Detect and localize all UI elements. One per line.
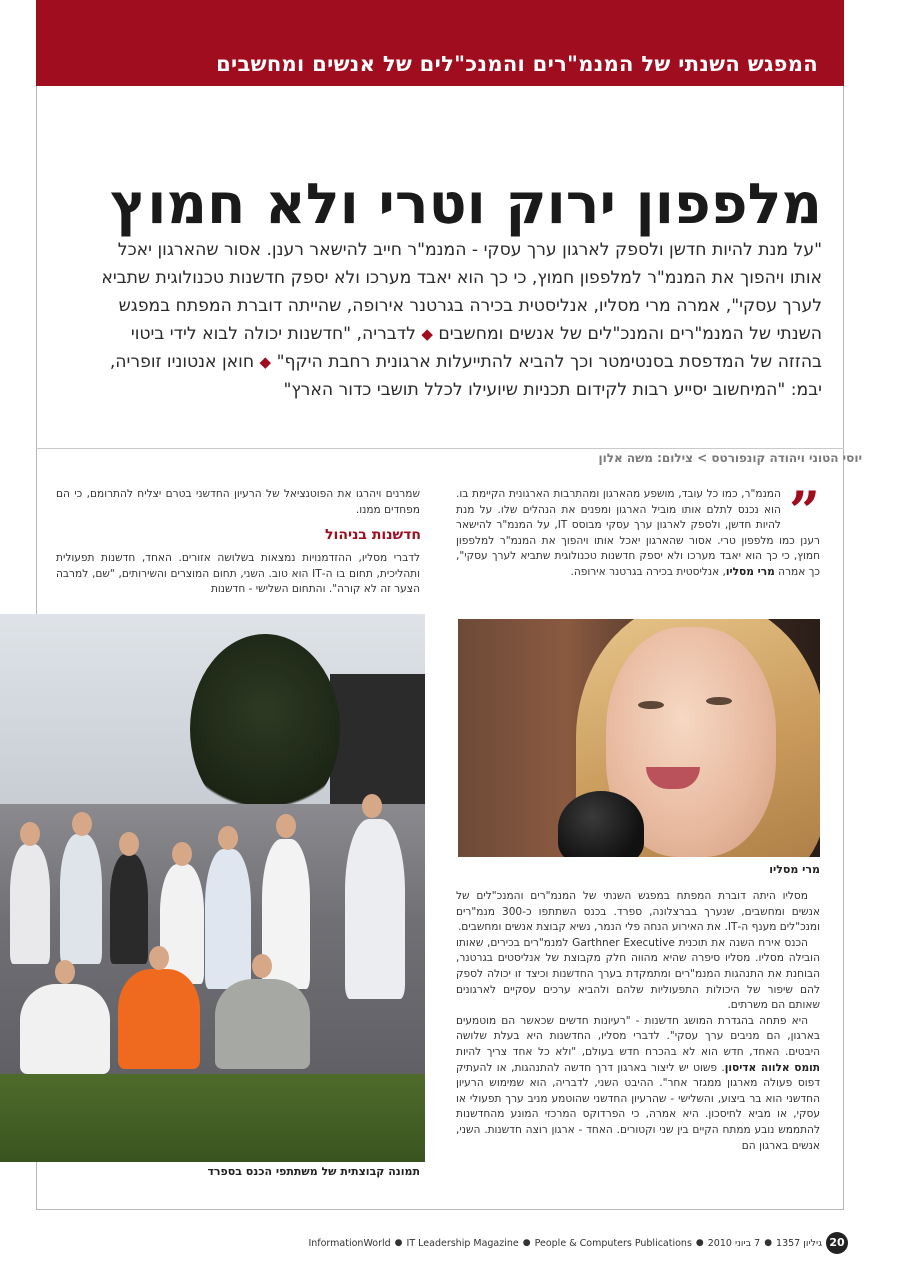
byline: יוסי הטוני ויהודה קונפורטס > צילום: משה אלון <box>598 451 862 465</box>
body-paragraph: הכנס אירח השנה את תוכנית Garthner Executive למנמ"רים בכירים, שאותו הובילה מסליו. מסליו סיפרה שהיא מהווה חלק מקבוצת של אנליסטים בגרטנר, הבוחנת את התנהגות המנמ"רים ומתמקדת בערך החדשנות וכיצד זו יכולה לספק להם שיפור של היכולות התפעוליות שלהם ולהביא ערכים עסקיים לארגונים שאותם הם משרתים. <box>456 936 820 1012</box>
intro-text: המנמ"ר, כמו כל עובד, מושפע מהארגון ומהתרבות הארגונית הקיימת בו. הוא נכנס לתלם אותו מוביל הארגון ומפנים את הנהלים שלו. על מנת להיות חדשן, ולספק לארגון ערך עסקי מבוסס IT, על המנמ"ר להישאר רענן כמו מלפפון טרי. אסור שהארגון יאכל אותו ויהפוך את המנמ"ר למלפפון חמוץ, כי כך הוא יאבד מערכו ולא יספק חדשנות טכנולוגית שתביא לערך עסקי", כך אמרה <box>456 488 820 578</box>
portrait-caption: מרי מסליו <box>769 863 820 876</box>
edison-name: תומס אלווה אדיסון <box>724 1061 820 1074</box>
banner-title: המפגש השנתי של המנמ"רים והמנכ"לים של אנשים ומחשבים <box>216 52 818 76</box>
intro-tail: , אנליסטית בכירה בגרטנר אירופה. <box>570 565 726 578</box>
lede-part-3: חואן אנטוניו זופריה, יבמ: "המיחשוב יסייע רבות לקידום תכניות שיועילו לכלל תושבי כדור הארץ" <box>109 352 822 400</box>
group-photo-caption: תמונה קבוצתית של משתתפי הכנס בספרד <box>207 1165 420 1178</box>
byline-divider <box>36 448 844 449</box>
page-number: 20 <box>826 1232 848 1254</box>
article-lede <box>86 236 822 432</box>
footer-pub-2: IT Leadership Magazine <box>406 1237 519 1249</box>
quote-mark-icon: ” <box>788 487 820 543</box>
article-column-right-body <box>456 889 820 1169</box>
body-paragraph: היא פתחה בהגדרת המושג חדשנות - "רעיונות חדשים שכאשר הם מוטמעים בארגון, הם מניבים ערך עסקי". לדברי מסליו, החדשנות היא בעלת שלושה היבטים. האחד, חדש הוא לא בהכרח חדש בעולם, "ולא כל אחד צריך להיות תומס אלווה אדיסון. פשוט יש ליצור בארגון דרך חדשה להתנהגות, או להעתיק דפוס פעולה מארגון ממגזר אחר". ההיבט השני, לדבריה, הוא שמימוש הרעיון החדשני הוא בר ביצוע, והשלישי - שהרעיון החדשני שהוטמע מניב ערך תפעולי או עסקי, או מביא לחיסכון. היא אמרה, כי הפרדוקס המרכזי המונע מהחדשנות להתממש נובע ממתח הקיים בין שני וקטורים. האחד - ארגון רוצה חדשנות. השני, אנשים בארגון הם <box>456 1014 820 1152</box>
body-paragraph: מסליו היתה דוברת המפתח במפגש השנתי של המנמ"רים והמנכ"לים של אנשים ומחשבים, שנערך בברצלונה, ספרד. בכנס השתתפו כ-300 מנמ"רים ומנכ"לים מענף ה-IT. את האירוע הנחה פלי הנמר, נשיא קבוצת אנשים ומחשבים. <box>456 890 820 934</box>
footer-pub-1: People & Computers Publications <box>534 1237 692 1249</box>
page-footer: InformationWorld ● IT Leadership Magazine ● People & Computers Publications ● 7 ביוני 2010 ● גיליון 1357 20 <box>308 1232 848 1254</box>
diamond-icon: ◆ <box>259 353 272 371</box>
microphone-icon <box>558 791 644 857</box>
footer-date: 7 ביוני 2010 <box>707 1237 761 1249</box>
footer-pub-3: InformationWorld <box>308 1237 391 1249</box>
lede-part-2: לדבריה, "חדשנות יכולה לבוא לידי ביטוי בהזזה של המדפסת בסנטימטר וכך להביא להתייעלות ארגונית רחבת היקף" <box>130 324 822 372</box>
article-column-right-intro <box>456 487 820 607</box>
article-column-left-body: לדברי מסליו, ההזדמנויות נמצאות בשלושה אזורים. האחד, חדשנות תפעולית ותהליכית, תחום בו ה-IT הוא טוב. השני, תחום המוצרים והשירותים, "שם, למרבה הצער זה לא קורה". והתחום השלישי - חדשנות <box>56 552 420 596</box>
article-column-left-intro: שמרנים ויהרגו את הפוטנציאל של הרעיון החדשני בטרם יצליח להתרומם, כי הם מפחדים ממנו. <box>56 488 420 516</box>
intro-speaker-name: מרי מסליו <box>725 565 775 578</box>
section-subhead: חדשנות בניהול <box>325 527 421 543</box>
lede-part-1: "על מנת להיות חדשן ולספק לארגון ערך עסקי - המנמ"ר חייב להישאר רענן. אסור שהארגון יאכל אותו ויהפוך את המנמ"ר למלפפון חמוץ, כי כך הוא יאבד מערכו ולא יספק חדשנות טכנולוגית שתביא לערך עסקי", אמרה מרי מסליו, אנליסטית בכירה בגרטנר אירופה, שהייתה דוברת המפתח במפגש השנתי של המנמ"רים והמנכ"לים של אנשים ומחשבים <box>101 240 822 344</box>
footer-issue: גיליון 1357 <box>776 1237 822 1249</box>
speaker-portrait-photo <box>458 619 820 857</box>
group-photo <box>0 614 425 1162</box>
article-headline: מלפפון ירוק וטרי ולא חמוץ <box>110 172 822 237</box>
section-banner <box>36 0 844 86</box>
diamond-icon: ◆ <box>421 325 433 343</box>
